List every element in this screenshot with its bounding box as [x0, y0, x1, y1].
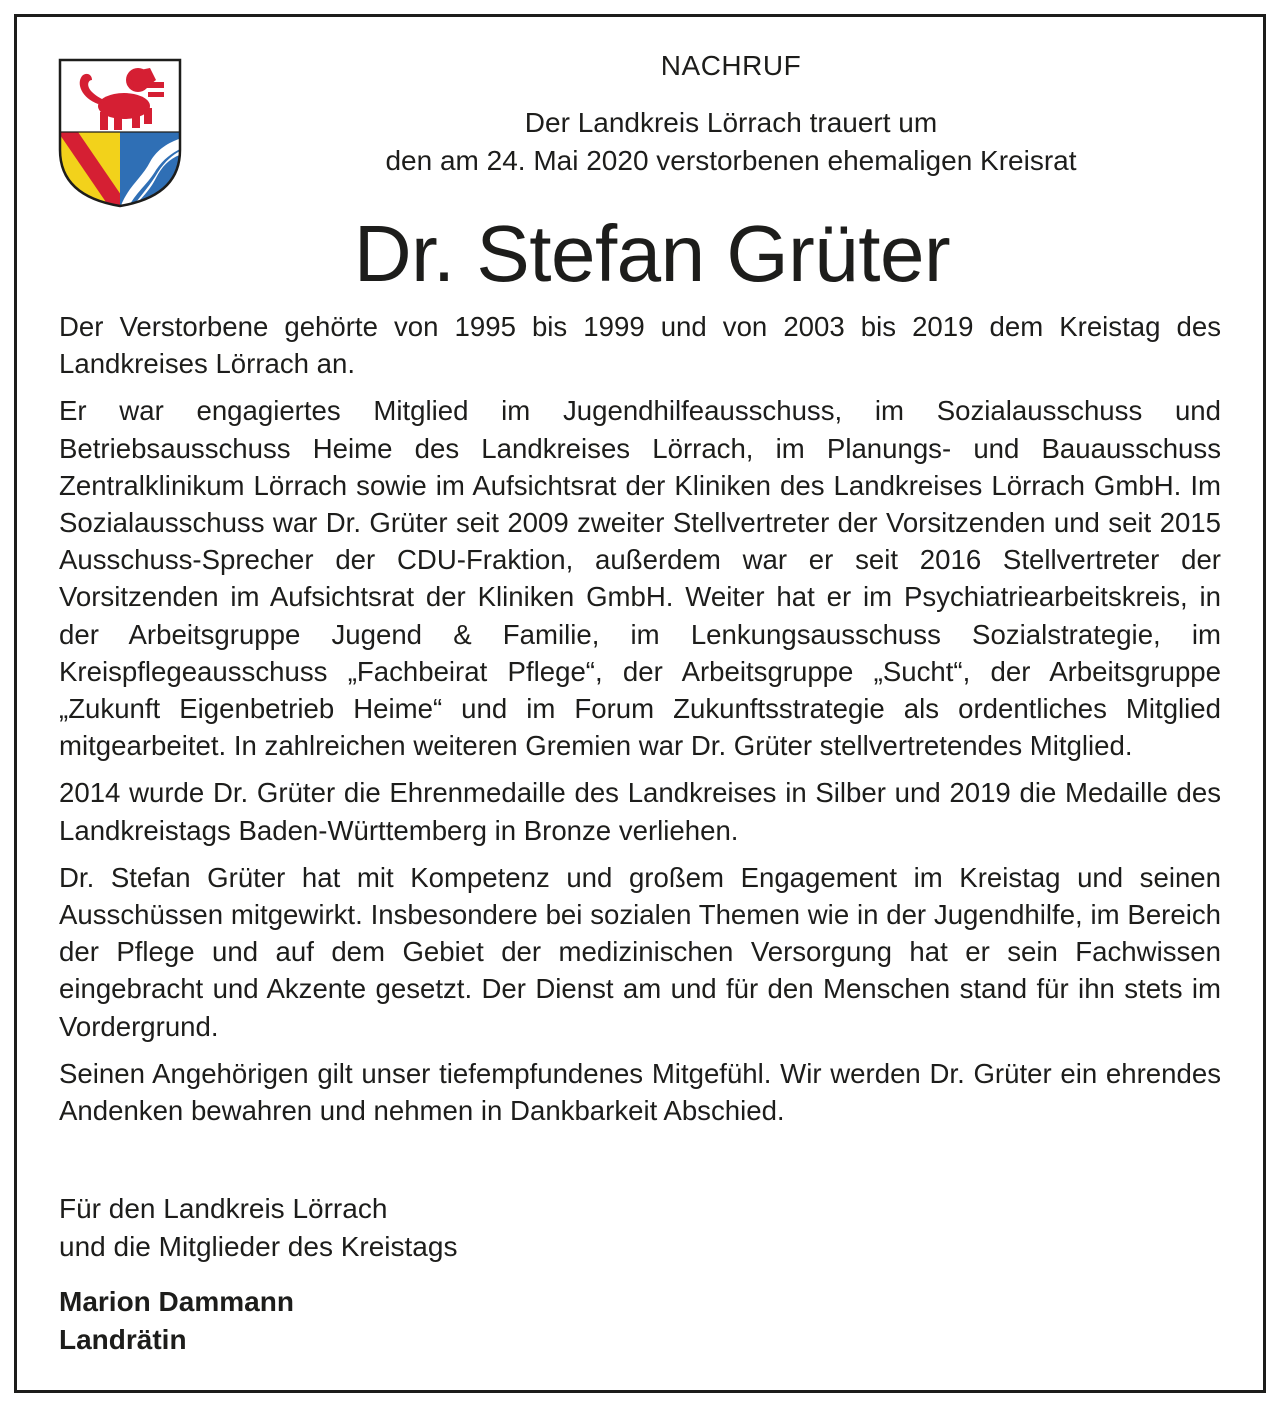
signoff [59, 1190, 457, 1266]
signer-block [59, 1283, 294, 1359]
intro-line-1: Der Landkreis Lörrach trauert um [524, 107, 938, 138]
notice-header [300, 48, 1162, 180]
obituary-body [59, 308, 1221, 1139]
signoff-line-2: und die Mitglieder des Kreistags [59, 1231, 458, 1262]
intro-line-2: den am 24. Mai 2020 verstorbenen ehemaligen Kreisrat [385, 145, 1077, 176]
coat-of-arms-icon [58, 58, 182, 208]
signoff-line-1: Für den Landkreis Lörrach [59, 1193, 388, 1224]
intro-text [300, 104, 1162, 180]
signer-name: Marion Dammann [59, 1286, 294, 1317]
body-paragraph-2: Er war engagiertes Mitglied im Jugendhilfeausschuss, im Sozialausschuss und Betriebsausschuss Heime des Landkreises Lörrach, im Planungs- und Bauausschuss Zentralklinikum Lörrach sowie im Aufsichtsrat der Kliniken des Landkreises Lörrach GmbH. Im Sozialausschuss war Dr. Grüter seit 2009 zweiter Stellvertreter der Vorsitzenden und seit 2015 Ausschuss-Sprecher der CDU-Fraktion, außerdem war er seit 2016 Stellvertreter der Vorsitzenden im Aufsichtsrat der Kliniken GmbH. Weiter hat er im Psychiatriearbeitskreis, in der Arbeitsgruppe Jugend & Familie, im Lenkungsausschuss Sozialstrategie, im Kreispflegeausschuss „Fachbeirat Pflege“, der Arbeitsgruppe „Sucht“, der Arbeitsgruppe „Zukunft Eigenbetrieb Heime“ und im Forum Zukunftsstrategie als ordentliches Mitglied mitgearbeitet. In zahlreichen weiteren Gremien war Dr. Grüter stellvertretendes Mitglied. [59, 395, 1221, 762]
signer-title: Landrätin [59, 1324, 187, 1355]
body-paragraph-3: 2014 wurde Dr. Grüter die Ehrenmedaille des Landkreises in Silber und 2019 die Medaille des Landkreistags Baden-Württemberg in Bronze verliehen. [59, 777, 1221, 846]
obituary-label: NACHRUF [660, 50, 802, 81]
deceased-name: Dr. Stefan Grüter [353, 209, 951, 298]
body-paragraph-4: Dr. Stefan Grüter hat mit Kompetenz und großem Engagement im Kreistag und seinen Ausschüssen mitgewirkt. Insbesondere bei sozialen Themen wie in der Jugendhilfe, im Bereich der Pflege und auf dem Gebiet der medizinischen Versorgung hat er sein Fachwissen eingebracht und Akzente gesetzt. Der Dienst am und für den Menschen stand für ihn stets im Vordergrund. [59, 861, 1221, 1042]
body-paragraph-1: Der Verstorbene gehörte von 1995 bis 1999 und von 2003 bis 2019 dem Kreistag des Landkreises Lörrach an. [59, 311, 1221, 380]
body-paragraph-5: Seinen Angehörigen gilt unser tiefempfundenes Mitgefühl. Wir werden Dr. Grüter ein ehrendes Andenken bewahren und nehmen in Dankbarkeit Abschied. [59, 1057, 1221, 1127]
